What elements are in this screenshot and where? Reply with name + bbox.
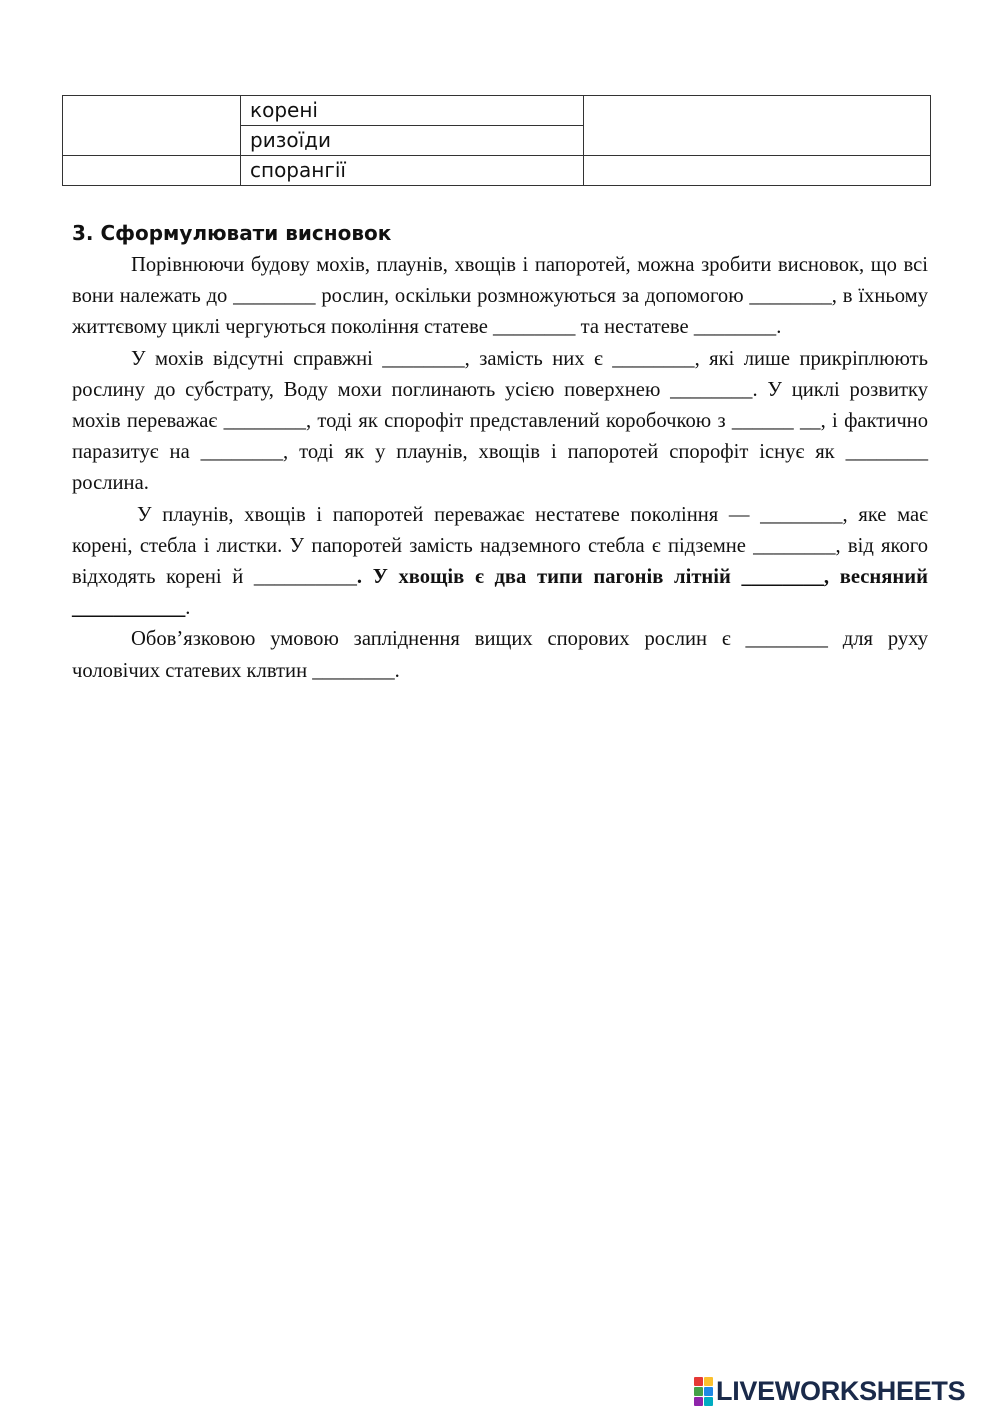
paragraph-4: Обов’язковою умовою запліднення вищих спорових рослин є ________ для руху чоловічих статевих клвтин ________. — [72, 628, 928, 682]
paragraph-3-end: . — [185, 597, 191, 620]
table-cell[interactable] — [584, 96, 931, 156]
table-cell: ризоїди — [241, 126, 584, 156]
table-cell[interactable] — [63, 156, 241, 186]
logo-text: LIVEWORKSHEETS — [716, 1375, 966, 1406]
table-cell: корені — [241, 96, 584, 126]
table-row — [63, 156, 931, 186]
paragraph-3-text: У плаунів, хвощів і папоротей переважає нестатеве покоління — ________, яке має корені, стебла і листки. У папоротей замість надземного стебла є підземне ________, від якого відходять корені й __________ — [72, 503, 928, 589]
paragraph-3 — [72, 500, 928, 625]
table-cell[interactable] — [63, 96, 241, 156]
paragraph-2: У мохів відсутні справжні ________, замість них є ________, які лише прикріплюють рослину до субстрату, Воду мохи поглинають усією поверхнею ________. У циклі розвитку мохів переважає ________, тоді як спорофіт представлений коробочкою з ______ __, і фактично паразитує на ________, тоді як у плаунів, хвощів і папоротей спорофіт існує як ________ рослина. — [72, 347, 928, 495]
logo-square — [704, 1397, 713, 1406]
logo-square — [694, 1377, 703, 1386]
table-row — [63, 96, 931, 126]
section-title: 3. Сформулювати висновок — [72, 221, 392, 245]
logo-square — [694, 1397, 703, 1406]
liveworksheets-logo — [694, 1375, 966, 1406]
conclusion-text — [72, 250, 928, 687]
logo-square — [704, 1377, 713, 1386]
paragraph-1: Порівнюючи будову мохів, плаунів, хвощів і папоротей, можна зробити висновок, що всі вони належать до ________ рослин, оскільки розмножуються за допомогою ________, в їхньому життєвому циклі чергуються покоління статеве ________ та нестатеве ________. — [72, 254, 928, 339]
logo-square — [704, 1387, 713, 1396]
paragraph-3-bold-text: . У хвощів є два типи пагонів літній ________, весняний ___________ — [72, 566, 928, 620]
organs-table — [62, 95, 931, 186]
table-cell[interactable] — [584, 156, 931, 186]
table-cell: спорангії — [241, 156, 584, 186]
logo-mark-icon — [694, 1377, 713, 1406]
logo-square — [694, 1387, 703, 1396]
